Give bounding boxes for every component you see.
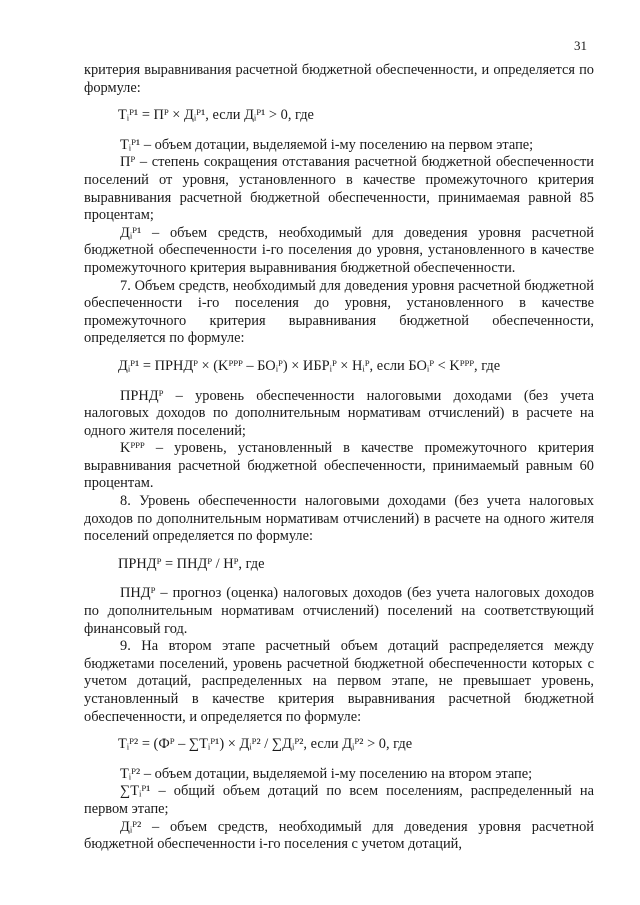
paragraph: 7. Объем средств, необходимый для доведения уровня расчетной бюджетной обеспеченности i-го поселения до уровня, установленного в качестве промежуточного критерия выравнивания бюджетной обеспеченности, определяется по формуле: xyxy=(84,277,594,347)
paragraph: Tᵢᴾ¹ – объем дотации, выделяемой i-му поселению на первом этапе; xyxy=(120,136,534,153)
paragraph: 8. Уровень обеспеченности налоговыми доходами (без учета налоговых доходов по дополнительным нормативам отчислений) в расчете на одного жителя поселений определяется по формуле: xyxy=(84,493,594,545)
paragraph: ∑Tᵢᴾ¹ – общий объем дотаций по всем поселениям, распределенный на первом этапе; xyxy=(84,783,594,817)
paragraph: 9. На втором этапе расчетный объем дотаций распределяется между бюджетами поселений, уровень расчетной бюджетной обеспеченности которых с учетом дотаций, распределенных на первом этапе, не превышает уровень, установленный в качестве критерия выравнивания расчетной бюджетной обеспеченности, и определяется по формуле: xyxy=(84,638,594,725)
paragraph: Дᵢᴾ¹ – объем средств, необходимый для доведения уровня расчетной бюджетной обеспеченности i-го поселения до уровня, установленного в качестве промежуточного критерия выравнивания бюджетной обеспеченности. xyxy=(84,224,594,276)
paragraph: ПНДᴾ – прогноз (оценка) налоговых доходов (без учета налоговых доходов по дополнительным нормативам отчислений) поселений на соответствующий финансовый год. xyxy=(84,585,594,637)
paragraph: критерия выравнивания расчетной бюджетной обеспеченности, и определяется по формуле: xyxy=(84,62,594,96)
document-body xyxy=(84,62,594,854)
page-number: 31 xyxy=(574,38,587,53)
paragraph: ПРНДᴾ – уровень обеспеченности налоговыми доходами (без учета налоговых доходов по дополнительным нормативам отчислений) в расчете на одного жителя поселений; xyxy=(84,387,594,439)
paragraph: Kᴾᴾᴾ – уровень, установленный в качестве промежуточного критерия выравнивания расчетной бюджетной обеспеченности, принимаемый равным 60 процентам. xyxy=(84,440,594,492)
formula-line: Дᵢᴾ¹ = ПРНДᴾ × (Kᴾᴾᴾ – БОᵢᴾ) × ИБРᵢᴾ × Hᵢᴾ, если БОᵢᴾ < Kᴾᴾᴾ, где xyxy=(118,357,501,374)
paragraph: Tᵢᴾ² – объем дотации, выделяемой i-му поселению на втором этапе; xyxy=(120,765,533,782)
paragraph: Дᵢᴾ² – объем средств, необходимый для доведения уровня расчетной бюджетной обеспеченности i-го поселения с учетом дотаций, xyxy=(84,818,594,853)
formula-line: Tᵢᴾ² = (Фᴾ – ∑Tᵢᴾ¹) × Дᵢᴾ² / ∑Дᵢᴾ², если Дᵢᴾ² > 0, где xyxy=(118,736,413,753)
formula-line: Tᵢᴾ¹ = Пᴾ × Дᵢᴾ¹, если Дᵢᴾ¹ > 0, где xyxy=(118,107,314,124)
paragraph: Пᴾ – степень сокращения отставания расчетной бюджетной обеспеченности поселений от уровня, установленного в качестве промежуточного критерия выравнивания расчетной бюджетной обеспеченности, принимаемая равной 85 процентам; xyxy=(84,154,594,224)
formula-line: ПРНДᴾ = ПНДᴾ / Hᴾ, где xyxy=(118,555,265,572)
